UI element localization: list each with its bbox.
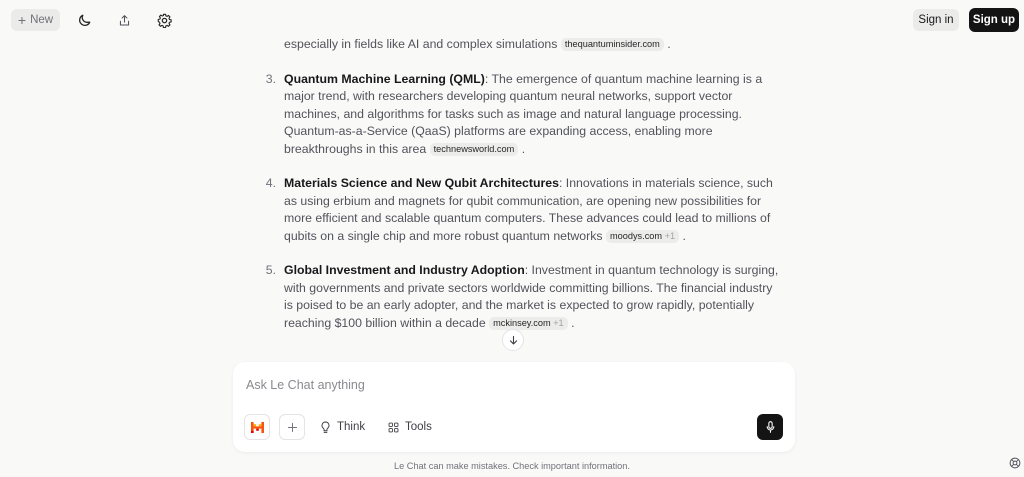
list-item-body: Global Investment and Industry Adoption: Investment in quantum technology is surging, with governments and private sectors worldwide committing billions. The financial industry is poised to be an early adopter, and the market is expected to grow rapidly, potentially reaching $100 billion within a decade mckinsey.com +1 . [284, 263, 779, 330]
list-item-title: Global Investment and Industry Adoption [284, 263, 525, 277]
citation-badge[interactable]: mckinsey.com +1 [489, 317, 568, 330]
list-item-title: Quantum Machine Learning (QML) [284, 71, 485, 86]
list-item [244, 71, 790, 159]
list-item-text: : The emergence of quantum machine learning is a major trend, with researchers developing quantum neural networks, support vector machines, and algorithms for tasks such as image and natural language processing. Quantum-as-a-Service (QaaS) platforms are expanding access, enabling more breakthroughs in this area [284, 71, 763, 156]
tools-grid-icon [388, 422, 399, 433]
citation-badge[interactable]: technewsworld.com [430, 143, 519, 156]
chat-input[interactable] [246, 376, 746, 394]
new-chat-button[interactable] [11, 9, 60, 31]
new-chat-label: New [30, 14, 54, 26]
arrow-down-icon [508, 335, 519, 346]
mistral-logo-icon [251, 422, 264, 433]
list-item-text: : Investment in quantum technology is surging, with governments and private sectors worldwide committing billions. The financial industry is poised to be an early adopter, and the market is expected to grow rapidly, potentially reaching $100 billion within a decade [284, 263, 779, 330]
list-number: 5. [265, 263, 276, 277]
voice-input-button[interactable] [757, 414, 783, 440]
lightbulb-icon [320, 421, 331, 434]
help-icon [1009, 457, 1021, 469]
help-button[interactable] [1008, 456, 1021, 469]
list-number: 4. [265, 176, 276, 190]
list-number: 3. [265, 71, 276, 86]
chat-input-box [233, 362, 795, 452]
tools-button[interactable] [388, 415, 432, 439]
list-item-body: Materials Science and New Qubit Architectures: Innovations in materials science, such as using erbium and magnets for qubit communication, are opening new possibilities for more efficient and scalable quantum computers. These advances could lead to millions of qubits on a single chip and more robust quantum networks moodys.com +1 . [284, 176, 773, 243]
plus-icon: + [17, 11, 27, 28]
scroll-to-bottom-button[interactable] [502, 329, 524, 351]
share-icon[interactable] [114, 10, 134, 30]
moon-icon[interactable] [75, 10, 95, 30]
list-item [244, 262, 790, 332]
microphone-icon [765, 421, 776, 433]
think-label: Think [337, 421, 366, 433]
list-item [244, 175, 790, 245]
add-attachment-button[interactable] [279, 414, 305, 440]
partial-list-item [284, 28, 790, 54]
list-item-body: Quantum Machine Learning (QML): The emergence of quantum machine learning is a major trend, with researchers developing quantum neural networks, support vector machines, and algorithms for tasks such as image and natural language processing. Quantum-as-a-Service (QaaS) platforms are expanding access, enabling more breakthroughs in this area technewsworld.com . [284, 71, 763, 156]
cut-off-line [284, 28, 790, 36]
tools-label: Tools [405, 421, 432, 433]
chat-response [244, 28, 790, 349]
sign-in-button[interactable]: Sign in [913, 9, 959, 31]
think-button[interactable] [320, 415, 365, 439]
list-item-title: Materials Science and New Qubit Architectures [284, 176, 559, 190]
list-item-text: : Innovations in materials science, such as using erbium and magnets for qubit communication, are opening new possibilities for more efficient and scalable quantum computers. These advances could lead to millions of qubits on a single chip and more robust quantum networks [284, 176, 773, 243]
citation-badge[interactable]: moodys.com +1 [606, 230, 679, 243]
disclaimer-text: Le Chat can make mistakes. Check important information. [394, 461, 630, 471]
sign-up-button[interactable]: Sign up [969, 8, 1019, 32]
gear-icon[interactable] [154, 10, 174, 30]
partial-text: especially in fields like AI and complex simulations thequantuminsider.com . [284, 37, 671, 51]
mistral-agent-button[interactable] [244, 414, 270, 440]
citation-badge[interactable]: thequantuminsider.com [561, 38, 664, 51]
plus-icon [287, 422, 298, 433]
